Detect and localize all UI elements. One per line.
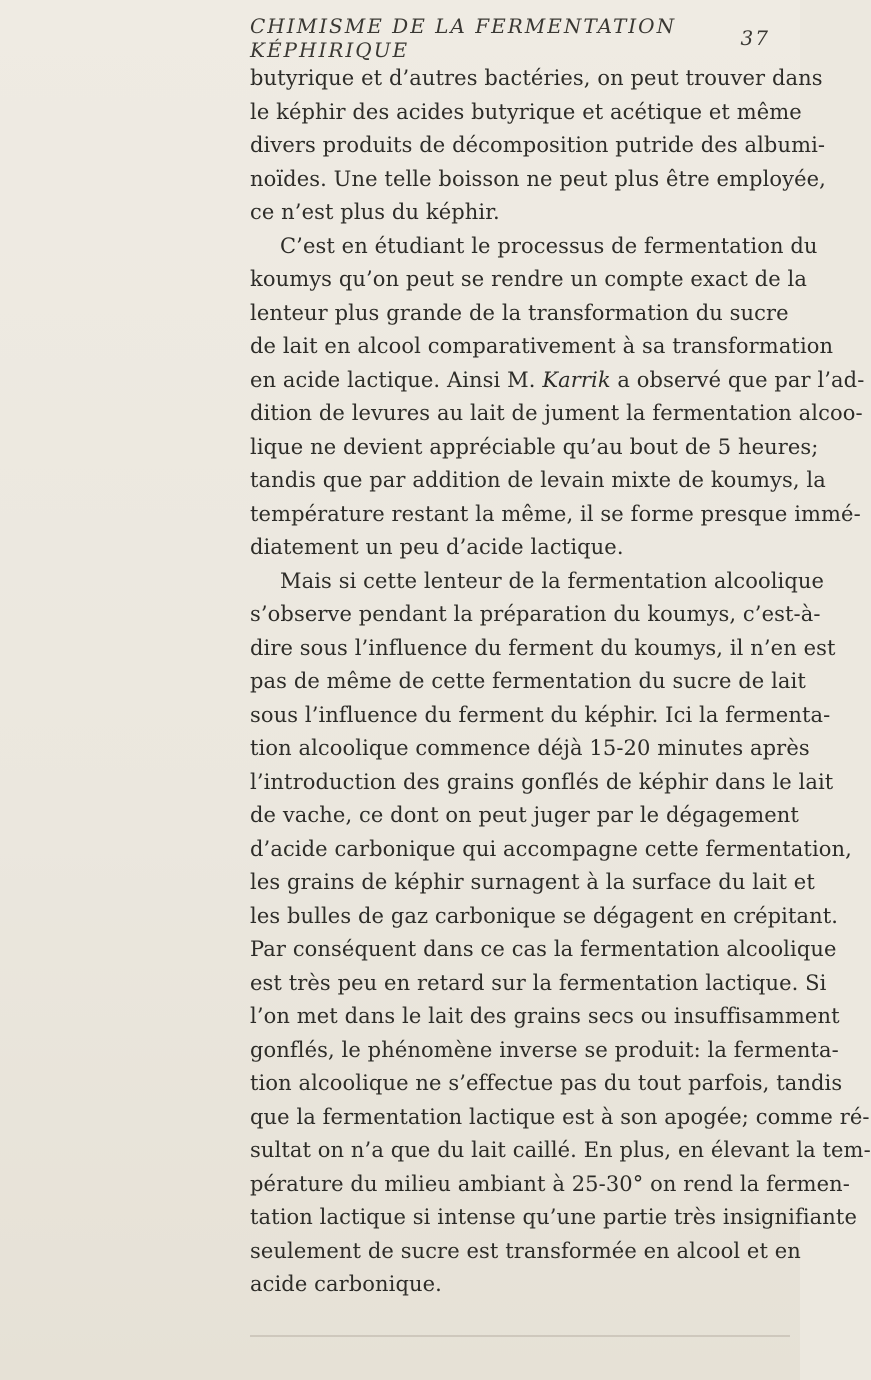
text-line: Mais si cette lenteur de la fermentation alcoolique — [280, 568, 825, 593]
text-line: butyrique et d’autres bactéries, on peut trouver dans — [250, 66, 823, 90]
body-text — [250, 62, 871, 1302]
text-line: gonflés, le phénomène inverse se produit: la fermenta- — [250, 1037, 839, 1062]
text-line-end: a observé que par l’ad- — [610, 367, 865, 392]
text-line: seulement de sucre est transformée en alcool et en — [250, 1238, 801, 1263]
text-line: tion alcoolique ne s’effectue pas du tout parfois, tandis — [250, 1071, 843, 1095]
text-line: pérature du milieu ambiant à 25-30° on rend la fermen- — [250, 1171, 850, 1196]
text-line: le képhir des acides butyrique et acétique et même — [250, 99, 802, 124]
text-line: dire sous l’influence du ferment du koumys, il n’en est — [250, 635, 836, 660]
text-line: tandis que par addition de levain mixte de koumys, la — [250, 468, 826, 492]
running-header — [250, 14, 770, 62]
text-line: noïdes. Une telle boisson ne peut plus être employée, — [250, 166, 826, 191]
author-name: Karrik — [542, 367, 611, 392]
text-line: l’introduction des grains gonflés de képhir dans le lait — [250, 769, 834, 794]
text-line: les grains de képhir surnagent à la surface du lait et — [250, 870, 815, 894]
text-line: température restant la même, il se forme presque immé- — [250, 501, 861, 526]
text-line: tation lactique si intense qu’une partie très insignifiante — [250, 1205, 857, 1229]
text-line: d’acide carbonique qui accompagne cette fermentation, — [250, 836, 852, 861]
text-line: diatement un peu d’acide lactique. — [250, 535, 624, 559]
text-line: est très peu en retard sur la fermentation lactique. Si — [250, 970, 827, 995]
text-line: pas de même de cette fermentation du sucre de lait — [250, 669, 806, 693]
page-number: 37 — [740, 26, 770, 50]
text-line-with-author — [250, 364, 865, 398]
text-line: sous l’influence du ferment du képhir. Ici la fermenta- — [250, 702, 831, 727]
text-line: dition de levures au lait de jument la fermentation alcoo- — [250, 401, 863, 425]
text-line: sultat on n’a que du lait caillé. En plus, en élevant la tem- — [250, 1138, 871, 1162]
text-line: lenteur plus grande de la transformation du sucre — [250, 300, 789, 325]
text-line-start: en acide lactique. Ainsi M. — [250, 367, 543, 392]
text-line: l’on met dans le lait des grains secs ou insuffisamment — [250, 1004, 840, 1028]
text-line: s’observe pendant la préparation du koumys, c’est-à- — [250, 602, 821, 626]
text-line: divers produits de décomposition putride des albumi- — [250, 133, 826, 157]
running-title: CHIMISME DE LA FERMENTATION KÉPHIRIQUE — [250, 14, 677, 62]
page-edge-mark — [250, 1335, 790, 1349]
text-line: ce n’est plus du képhir. — [250, 200, 500, 224]
text-line: tion alcoolique commence déjà 15-20 minutes après — [250, 736, 810, 760]
text-line: koumys qu’on peut se rendre un compte exact de la — [250, 267, 807, 291]
text-line: lique ne devient appréciable qu’au bout de 5 heures; — [250, 434, 819, 459]
text-line: acide carbonique. — [250, 1272, 442, 1296]
text-line: les bulles de gaz carbonique se dégagent en crépitant. — [250, 903, 839, 928]
text-line: Par conséquent dans ce cas la fermentation alcoolique — [250, 937, 837, 961]
text-line: C’est en étudiant le processus de fermentation du — [280, 233, 818, 258]
text-line: de vache, ce dont on peut juger par le dégagement — [250, 803, 799, 827]
text-line: que la fermentation lactique est à son apogée; comme ré- — [250, 1104, 870, 1129]
text-line: de lait en alcool comparativement à sa transformation — [250, 334, 834, 358]
